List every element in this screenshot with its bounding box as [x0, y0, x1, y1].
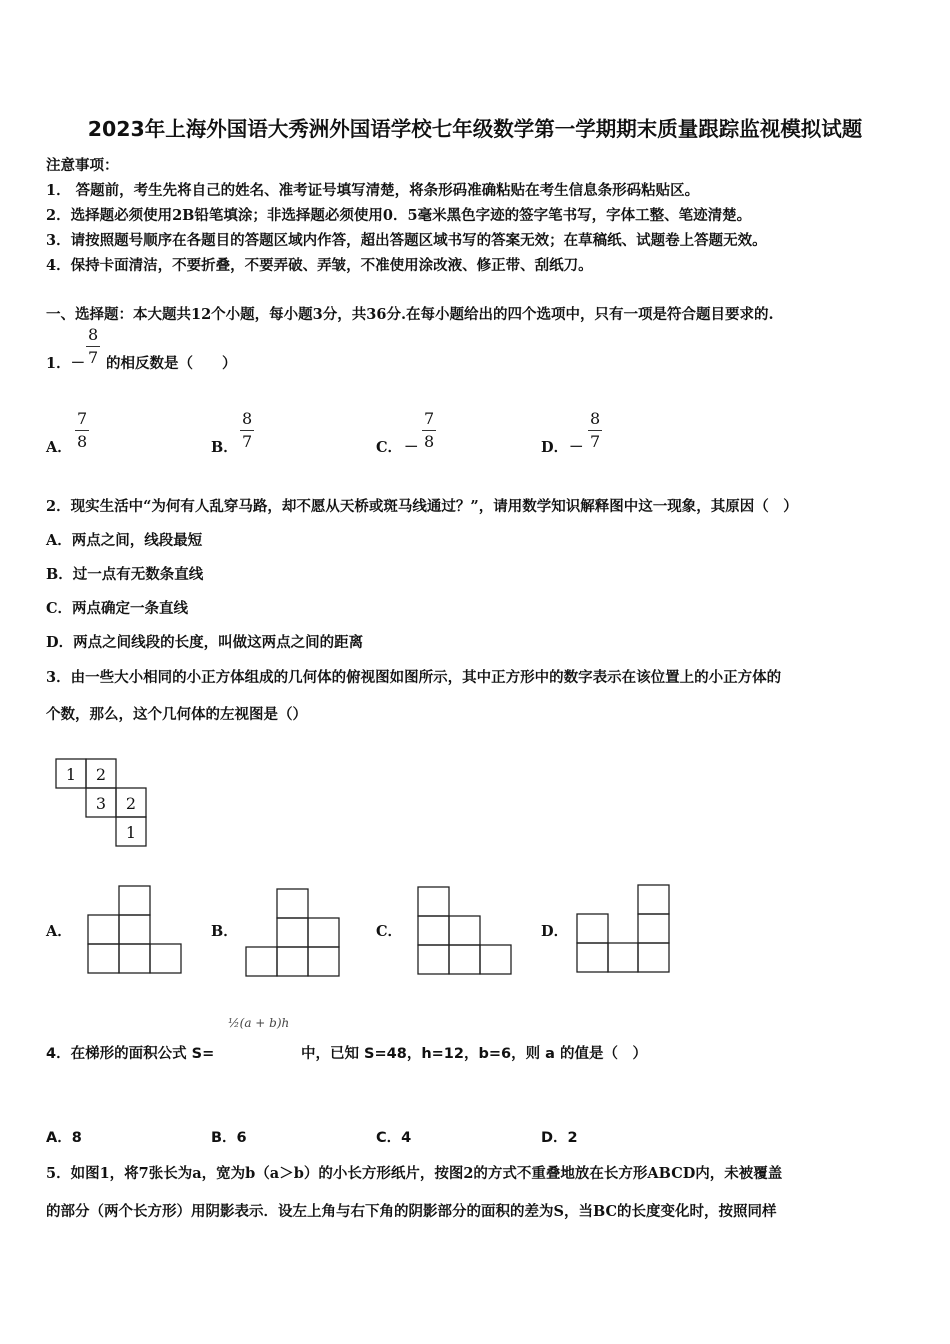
- q3-stem-line2: 个数，那么，这个几何体的左视图是（）: [46, 706, 307, 723]
- grid-cell-value: 1: [125, 823, 137, 842]
- q1-option-a-label: A．: [46, 439, 72, 456]
- numerator: 7: [75, 411, 89, 431]
- section-heading: 一、选择题：本大题共12个小题，每小题3分，共36分.在每小题给出的四个选项中，只有一项是符合题目要求的.: [46, 306, 774, 323]
- numerator: 8: [240, 411, 254, 431]
- denominator: 7: [242, 432, 253, 451]
- denominator: 8: [77, 432, 88, 451]
- notice-heading: 注意事项：: [46, 157, 119, 174]
- page-title: 2023年上海外国语大秀洲外国语学校七年级数学第一学期期末质量跟踪监视模拟试题: [87, 117, 863, 141]
- denominator: 7: [590, 432, 601, 451]
- q3-option-a-label: A．: [46, 923, 72, 940]
- grid-cell-value: 1: [65, 765, 77, 784]
- q4-option-d: D．2: [541, 1130, 578, 1146]
- grid-cell-value: 3: [95, 794, 107, 813]
- q3-option-c-label: C．: [376, 923, 403, 940]
- q2-stem: 2．现实生活中“为何有人乱穿马路，却不愿从天桥或斑马线通过？”，请用数学知识解释图中这一现象，其原因（ ）: [46, 498, 798, 515]
- q4-formula: ½(a + b)h: [228, 1016, 290, 1030]
- q3-option-d-figure: [577, 885, 669, 972]
- q3-option-b-figure: [246, 889, 339, 976]
- q2-option-d: D．两点之间线段的长度，叫做这两点之间的距离: [46, 634, 364, 651]
- q3-option-b-label: B．: [211, 923, 238, 940]
- q4-suffix: 中，已知 S=48，h=12，b=6，则 a 的值是（ ）: [301, 1046, 647, 1062]
- grid-cell-value: 2: [95, 765, 107, 784]
- q1-suffix: 的相反数是（ ）: [106, 355, 237, 372]
- q1-frac-numerator: 8: [86, 327, 100, 347]
- q1-frac-denominator: 7: [88, 348, 99, 367]
- q4-prefix: 4．在梯形的面积公式 S=: [46, 1046, 215, 1062]
- grid-cell-value: 2: [125, 794, 137, 813]
- numerator: 7: [422, 411, 436, 431]
- notice-item: 2．选择题必须使用2B铅笔填涂；非选择题必须使用0．5毫米黑色字迹的签字笔书写，字体工整、笔迹清楚。: [46, 207, 752, 224]
- q1-option-d-sign: －: [569, 439, 584, 456]
- q1-option-c-sign: －: [404, 439, 419, 456]
- notice-item: 4．保持卡面清洁，不要折叠，不要弄破、弄皱，不准使用涂改液、修正带、刮纸刀。: [46, 257, 593, 274]
- q1-option-d-label: D．: [541, 439, 569, 456]
- q3-option-c-figure: [418, 887, 511, 974]
- q4-option-b: B．6: [211, 1130, 247, 1146]
- q5-stem-line2: 的部分（两个长方形）用阴影表示．设左上角与右下角的阴影部分的面积的差为S，当BC的长度变化时，按照同样: [46, 1203, 777, 1220]
- notice-item: 3．请按照题号顺序在各题目的答题区域内作答，超出答题区域书写的答案无效；在草稿纸、试题卷上答题无效。: [46, 232, 767, 249]
- q2-option-c: C．两点确定一条直线: [46, 600, 189, 617]
- q5-stem-line1: 5．如图1，将7张长为a，宽为b（a＞b）的小长方形纸片，按图2的方式不重叠地放在长方形ABCD内，未被覆盖: [46, 1165, 783, 1182]
- q3-option-a-figure: [88, 886, 181, 973]
- q3-option-d-label: D．: [541, 923, 569, 940]
- numerator: 8: [588, 411, 602, 431]
- q2-option-b: B．过一点有无数条直线: [46, 566, 204, 583]
- q1-option-b-label: B．: [211, 439, 238, 456]
- denominator: 8: [424, 432, 435, 451]
- q1-prefix: 1．－: [46, 355, 86, 372]
- q4-option-c: C．4: [376, 1130, 412, 1146]
- q1-option-c-label: C．: [376, 439, 403, 456]
- q3-stem-line1: 3．由一些大小相同的小正方体组成的几何体的俯视图如图所示，其中正方形中的数字表示在该位置上的小正方体的: [46, 669, 782, 686]
- q4-option-a: A．8: [46, 1130, 82, 1146]
- q2-option-a: A．两点之间，线段最短: [46, 532, 203, 549]
- notice-item: 1． 答题前，考生先将自己的姓名、准考证号填写清楚，将条形码准确粘贴在考生信息条形码粘贴区。: [46, 182, 700, 199]
